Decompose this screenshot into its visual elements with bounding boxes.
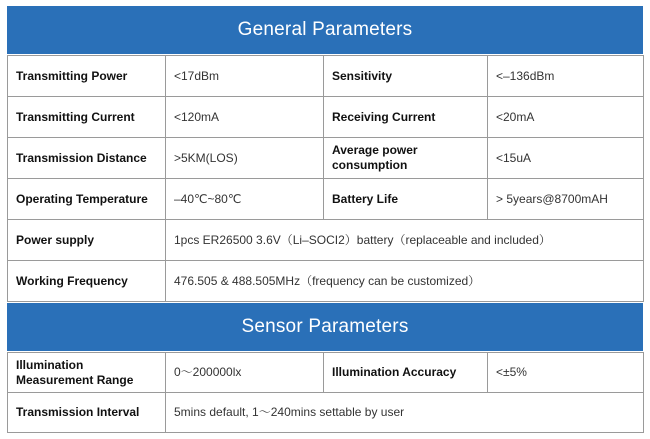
param-label: Operating Temperature (8, 179, 166, 220)
table-row (8, 261, 644, 302)
general-parameters-header (7, 6, 643, 54)
general-parameters-table (7, 55, 644, 302)
sensor-parameters-title: Sensor Parameters (241, 316, 409, 337)
param-label: Illumination Accuracy (324, 353, 488, 393)
param-value: 5mins default, 1～240mins settable by user (166, 393, 644, 433)
param-label: Transmission Interval (8, 393, 166, 433)
param-label: Illumination Measurement Range (8, 353, 166, 393)
param-value: >5KM(LOS) (166, 138, 324, 179)
param-value: <120mA (166, 97, 324, 138)
table-row (8, 97, 644, 138)
param-label: Transmitting Current (8, 97, 166, 138)
param-label: Sensitivity (324, 56, 488, 97)
param-label: Power supply (8, 220, 166, 261)
sensor-parameters-header (7, 303, 643, 351)
table-row (8, 138, 644, 179)
param-label: Working Frequency (8, 261, 166, 302)
table-row (8, 56, 644, 97)
table-row (8, 393, 644, 433)
general-parameters-title: General Parameters (237, 19, 413, 40)
param-value: 0～200000lx (166, 353, 324, 393)
param-label: Receiving Current (324, 97, 488, 138)
param-value: <–136dBm (488, 56, 644, 97)
param-value: <20mA (488, 97, 644, 138)
sensor-parameters-table (7, 352, 644, 433)
param-value: –40℃~80℃ (166, 179, 324, 220)
param-value: 1pcs ER26500 3.6V（Li–SOCI2）battery（replaceable and included） (166, 220, 644, 261)
param-value: <17dBm (166, 56, 324, 97)
param-value: 476.505 & 488.505MHz（frequency can be customized） (166, 261, 644, 302)
param-label: Transmission Distance (8, 138, 166, 179)
param-label: Battery Life (324, 179, 488, 220)
table-row (8, 220, 644, 261)
table-row (8, 179, 644, 220)
param-label: Transmitting Power (8, 56, 166, 97)
param-value: > 5years@8700mAH (488, 179, 644, 220)
param-value: <±5% (488, 353, 644, 393)
param-value: <15uA (488, 138, 644, 179)
table-row (8, 353, 644, 393)
param-label: Average power consumption (324, 138, 488, 179)
